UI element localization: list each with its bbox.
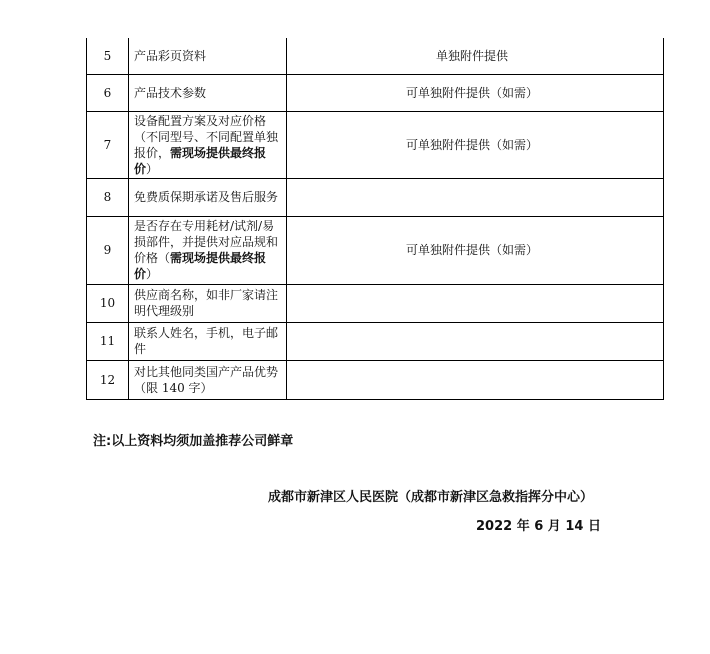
table-row (87, 178, 664, 216)
row-value (287, 284, 664, 322)
row-item: 产品彩页资料 (129, 38, 287, 74)
row-value (287, 322, 664, 360)
row-item: 产品技术参数 (129, 74, 287, 111)
row-item: 是否存在专用耗材/试剂/易损部件，并提供对应品规和价格（需现场提供最终报价） (129, 216, 287, 284)
table-row (87, 74, 664, 111)
signature-organization: 成都市新津区人民医院（成都市新津区急救指挥分中心） (268, 490, 594, 505)
row-number: 5 (87, 38, 129, 74)
row-number: 9 (87, 216, 129, 284)
table-row (87, 284, 664, 322)
row-item: 免费质保期承诺及售后服务 (129, 178, 287, 216)
table-row (87, 216, 664, 284)
row-number: 12 (87, 360, 129, 399)
row-item: 供应商名称，如非厂家请注明代理级别 (129, 284, 287, 322)
stamp-note: 注:以上资料均须加盖推荐公司鲜章 (93, 434, 294, 449)
table-row (87, 360, 664, 399)
row-value (287, 178, 664, 216)
row-value: 可单独附件提供（如需） (287, 74, 664, 111)
row-number: 7 (87, 111, 129, 178)
row-value: 可单独附件提供（如需） (287, 111, 664, 178)
bold-note: 需现场提供最终报价 (134, 145, 267, 176)
table-row (87, 38, 664, 74)
signature-date: 2022 年 6 月 14 日 (476, 519, 601, 534)
table-row (87, 322, 664, 360)
requirements-table (86, 38, 664, 400)
row-number: 11 (87, 322, 129, 360)
bold-note: 需现场提供最终报价 (134, 251, 267, 281)
row-value: 单独附件提供 (287, 38, 664, 74)
table-row (87, 111, 664, 178)
row-value (287, 360, 664, 399)
row-item: 设备配置方案及对应价格（不同型号、不同配置单独报价，需现场提供最终报价） (129, 111, 287, 178)
row-value: 可单独附件提供（如需） (287, 216, 664, 284)
row-number: 6 (87, 74, 129, 111)
row-number: 8 (87, 178, 129, 216)
row-number: 10 (87, 284, 129, 322)
row-item: 联系人姓名，手机，电子邮件 (129, 322, 287, 360)
row-item: 对比其他同类国产产品优势（限 140 字） (129, 360, 287, 399)
